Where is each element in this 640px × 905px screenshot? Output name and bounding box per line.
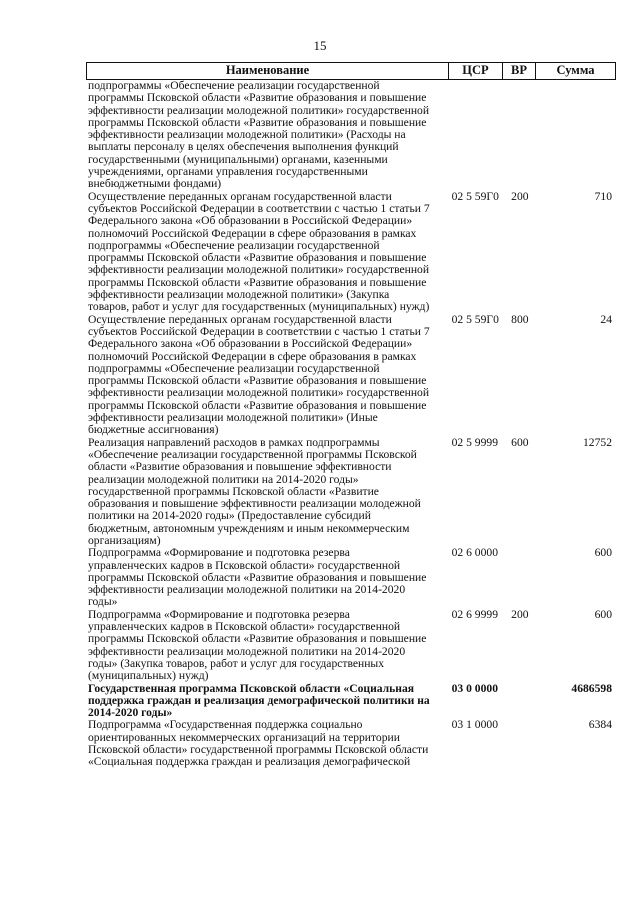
row-sum-value: 12752 (583, 435, 612, 449)
row-sum (536, 547, 616, 608)
row-name (86, 609, 450, 683)
row-name-line: эффективности реализации молодежной политики на 2014-2020 (88, 644, 406, 658)
row-name-line: программы Псковской области «Развитие образования и повышение (88, 251, 427, 265)
table-row (86, 609, 616, 683)
row-csr (450, 191, 504, 314)
row-name (86, 437, 450, 548)
row-csr-value: 03 0 0000 (451, 681, 498, 695)
page-number: 15 (313, 38, 327, 53)
row-name-line: государственной программы Псковской области «Развитие (88, 484, 379, 498)
row-name-line: Федерального закона «Об образовании в Российской Федерации» (88, 337, 413, 351)
row-sum-value: 600 (594, 607, 612, 621)
row-name-line: политики на 2014-2020 годы» (Предоставление субсидий (88, 509, 371, 523)
header-csr: ЦСР (449, 63, 503, 79)
row-vr (503, 547, 536, 608)
table-row (86, 547, 616, 608)
row-name-line: программы Псковской области «Развитие образования и повышение (88, 275, 427, 289)
row-csr-value: 02 5 9999 (451, 435, 498, 449)
row-name-line: субъектов Российской Федерации в соответствии с частью 1 статьи 7 (88, 324, 430, 338)
header-sum: Сумма (536, 63, 616, 79)
row-name-line: выплаты персоналу в целях обеспечения выполнения функций (88, 140, 399, 154)
row-name (86, 719, 450, 768)
budget-table (86, 62, 616, 769)
row-name (86, 547, 450, 608)
row-name-line: учреждениями, органами управления государственными (88, 165, 368, 179)
row-name (86, 191, 450, 314)
row-name-line: подпрограммы «Обеспечение реализации государственной (88, 361, 380, 375)
row-name-line: эффективности реализации молодежной политики» (Закупка (88, 288, 390, 302)
row-name-line: эффективности реализации молодежной политики» государственной (88, 263, 430, 277)
row-name-line: Осуществление переданных органам государственной власти (88, 189, 392, 203)
row-name-line: бюджетные ассигнования) (88, 423, 219, 437)
row-name-line: управленческих кадров в Псковской области» государственной (88, 558, 401, 572)
row-sum-value: 6384 (588, 718, 612, 732)
table-row (86, 314, 616, 437)
row-sum-value: 600 (594, 546, 612, 560)
row-csr (450, 80, 504, 191)
row-sum-value: 710 (594, 189, 612, 203)
row-name-line: Федерального закона «Об образовании в Российской Федерации» (88, 214, 413, 228)
header-vr: ВР (503, 63, 536, 79)
row-csr-value: 02 5 59Г0 (451, 189, 499, 203)
table-row (86, 683, 616, 720)
table-header (86, 62, 616, 80)
row-name-line: товаров, работ и услуг для государственных (муниципальных) нужд) (88, 300, 430, 314)
row-name-line: Псковской области» государственной программы Псковской области (88, 743, 429, 757)
row-name-line: программы Псковской области «Развитие образования и повышение (88, 91, 427, 105)
row-sum (536, 314, 616, 437)
row-name-line: реализации молодежной политики на 2014-2020 годы» (88, 472, 359, 486)
row-name-line: управленческих кадров в Псковской области» государственной (88, 620, 401, 634)
row-csr (450, 609, 504, 683)
header-name: Наименование (86, 63, 449, 79)
row-sum (536, 719, 616, 768)
row-vr-value: 600 (511, 435, 529, 449)
row-name-line: программы Псковской области «Развитие образования и повышение (88, 374, 427, 388)
row-csr (450, 683, 504, 720)
row-name-line: внебюджетными фондами) (88, 177, 222, 191)
row-sum (536, 683, 616, 720)
row-name (86, 683, 450, 720)
table-row (86, 191, 616, 314)
row-name-line: программы Псковской области «Развитие образования и повышение (88, 115, 427, 129)
row-vr-value: 200 (511, 607, 529, 621)
row-name-line: эффективности реализации молодежной политики» государственной (88, 386, 430, 400)
row-name-line: Государственная программа Псковской области «Социальная (88, 681, 415, 695)
row-name-line: эффективности реализации молодежной политики» (Расходы на (88, 128, 406, 142)
row-csr-value: 02 6 0000 (451, 546, 498, 560)
row-name (86, 314, 450, 437)
row-vr (503, 314, 536, 437)
row-name-line: ориентированных некоммерческих организаций на территории (88, 730, 400, 744)
row-name-line: подпрограммы «Обеспечение реализации государственной (88, 238, 380, 252)
row-vr (503, 80, 536, 191)
row-name-line: Подпрограмма «Государственная поддержка социально (88, 718, 363, 732)
row-name-line: программы Псковской области «Развитие образования и повышение (88, 398, 427, 412)
row-csr-value: 03 1 0000 (451, 718, 498, 732)
row-csr-value: 02 5 59Г0 (451, 312, 499, 326)
row-name-line: субъектов Российской Федерации в соответствии с частью 1 статьи 7 (88, 201, 430, 215)
row-sum (536, 191, 616, 314)
row-vr (503, 437, 536, 548)
row-name-line: образования и повышение эффективности реализации молодежной (88, 497, 421, 511)
row-name-line: Осуществление переданных органам государственной власти (88, 312, 392, 326)
table-body (86, 80, 616, 769)
row-vr (503, 719, 536, 768)
row-name-line: «Обеспечение реализации государственной программы Псковской (88, 447, 417, 461)
row-vr (503, 683, 536, 720)
row-sum-value: 24 (600, 312, 612, 326)
row-name-line: годы» (88, 595, 118, 609)
row-vr (503, 191, 536, 314)
row-name-line: «Социальная поддержка граждан и реализация демографической (88, 755, 411, 769)
row-name-line: полномочий Российской Федерации в сфере образования в рамках (88, 226, 417, 240)
row-name-line: программы Псковской области «Развитие образования и повышение (88, 570, 427, 584)
row-vr-value: 800 (511, 312, 529, 326)
row-sum-value: 4686598 (571, 681, 612, 695)
row-vr-value: 200 (511, 189, 529, 203)
row-name-line: годы» (Закупка товаров, работ и услуг для государственных (88, 656, 385, 670)
row-vr (503, 609, 536, 683)
row-name-line: полномочий Российской Федерации в сфере образования в рамках (88, 349, 417, 363)
table-row (86, 437, 616, 548)
row-sum (536, 609, 616, 683)
table-row (86, 719, 616, 768)
row-name-line: (муниципальных) нужд) (88, 669, 209, 683)
row-name-line: эффективности реализации молодежной политики на 2014-2020 (88, 583, 406, 597)
table-row (86, 80, 616, 191)
row-name-line: подпрограммы «Обеспечение реализации государственной (88, 79, 380, 92)
row-name-line: Реализация направлений расходов в рамках подпрограммы (88, 435, 380, 449)
row-csr (450, 719, 504, 768)
row-name-line: организациям) (88, 533, 161, 547)
row-name-line: эффективности реализации молодежной политики» государственной (88, 103, 430, 117)
row-name-line: бюджетным, автономным учреждениям и иным некоммерческим (88, 521, 410, 535)
row-name-line: Подпрограмма «Формирование и подготовка резерва (88, 546, 350, 560)
row-csr (450, 437, 504, 548)
row-sum (536, 437, 616, 548)
row-csr (450, 314, 504, 437)
row-name-line: программы Псковской области «Развитие образования и повышение (88, 632, 427, 646)
row-name (86, 80, 450, 191)
row-name-line: эффективности реализации молодежной политики» (Иные (88, 411, 378, 425)
row-name-line: государственными (муниципальными) органами, казенными (88, 152, 388, 166)
row-name-line: области «Развитие образования и повышение эффективности (88, 460, 392, 474)
row-csr-value: 02 6 9999 (451, 607, 498, 621)
row-name-line: 2014-2020 годы» (88, 706, 173, 720)
row-name-line: поддержка граждан и реализация демографической политики на (88, 693, 430, 707)
row-csr (450, 547, 504, 608)
row-name-line: Подпрограмма «Формирование и подготовка резерва (88, 607, 350, 621)
row-sum (536, 80, 616, 191)
